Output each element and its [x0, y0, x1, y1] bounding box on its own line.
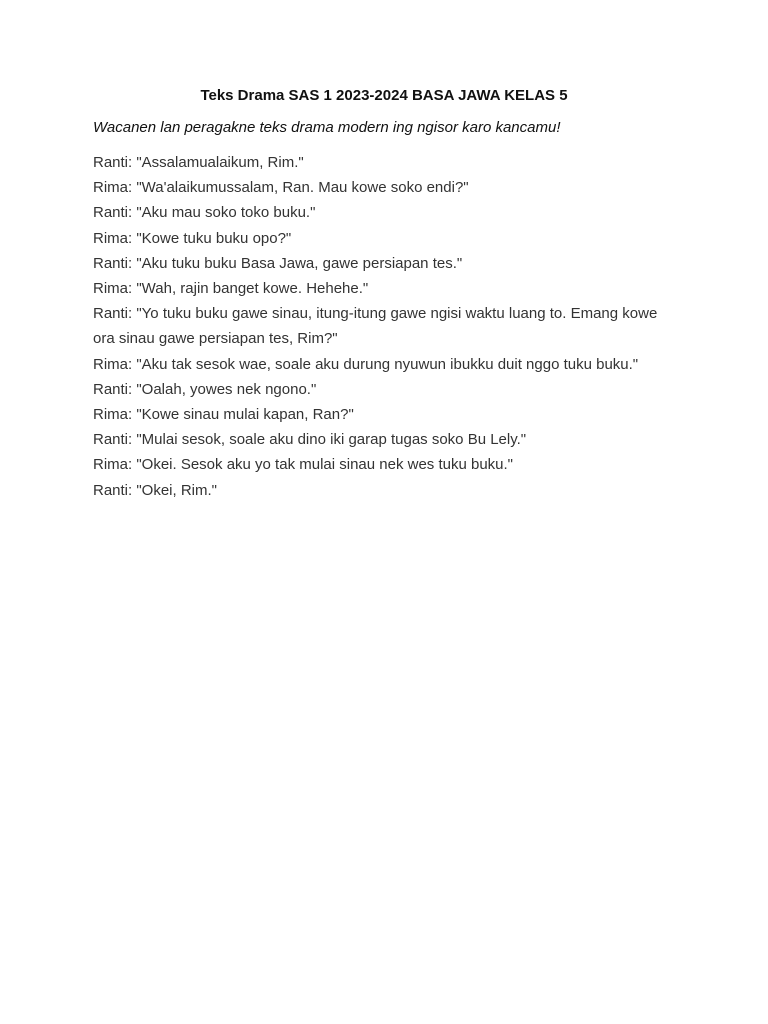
dialogue-line: Ranti: "Aku tuku buku Basa Jawa, gawe persiapan tes." — [93, 254, 463, 272]
dialogue-line: Rima: "Wa'alaikumussalam, Ran. Mau kowe soko endi?" — [93, 179, 469, 197]
document-page — [93, 86, 675, 503]
dialogue-line: Rima: "Aku tak sesok wae, soale aku durung nyuwun ibukku duit nggo tuku buku." — [93, 355, 639, 373]
dialogue-line: Ranti: "Okei, Rim." — [93, 481, 218, 499]
dialogue-line: Rima: "Kowe tuku buku opo?" — [93, 229, 292, 247]
dialogue-line: Ranti: "Aku mau soko toko buku." — [93, 204, 316, 222]
dialogue-line: Rima: "Kowe sinau mulai kapan, Ran?" — [93, 406, 354, 424]
dialogue-line: Ranti: "Oalah, yowes nek ngono." — [93, 380, 317, 398]
dialogue-line: Rima: "Wah, rajin banget kowe. Hehehe." — [93, 280, 369, 298]
dialogue-line: Ranti: "Assalamualaikum, Rim." — [93, 154, 304, 171]
dialogue-list — [93, 150, 675, 503]
dialogue-line: Ranti: "Yo tuku buku gawe sinau, itung-itung gawe ngisi waktu luang to. Emang kowe ora sinau gawe persiapan tes, Rim?" — [93, 305, 658, 348]
document-instruction: Wacanen lan peragakne teks drama modern ing ngisor karo kancamu! — [93, 119, 561, 136]
document-title: Teks Drama SAS 1 2023-2024 BASA JAWA KELAS 5 — [200, 87, 568, 104]
dialogue-line: Ranti: "Mulai sesok, soale aku dino iki garap tugas soko Bu Lely." — [93, 431, 527, 449]
dialogue-line: Rima: "Okei. Sesok aku yo tak mulai sinau nek wes tuku buku." — [93, 456, 514, 474]
